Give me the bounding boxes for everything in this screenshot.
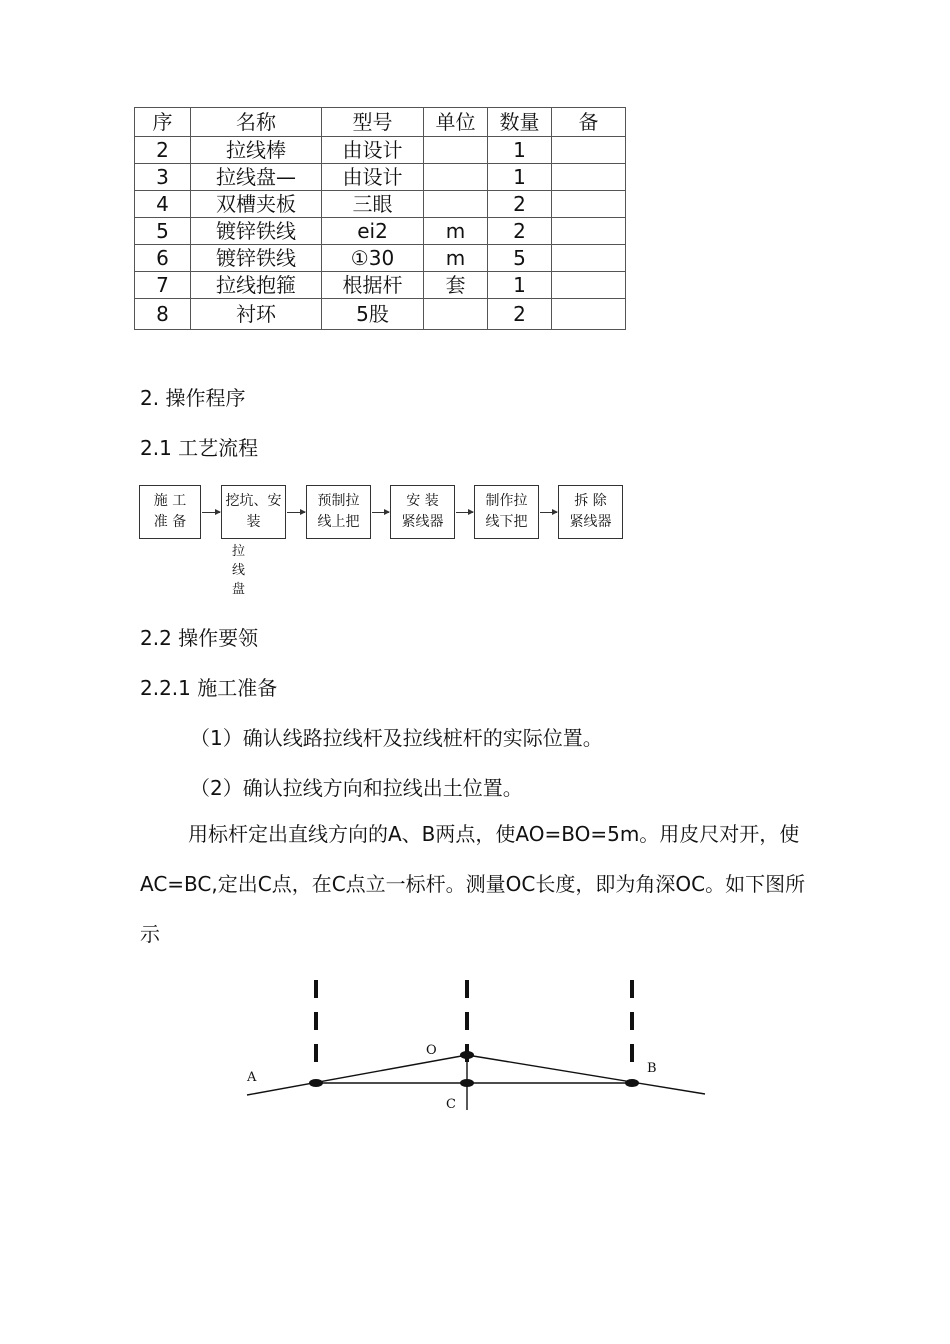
flow-step-line: 装 <box>246 514 261 530</box>
table-cell: 5 <box>135 218 191 245</box>
table-cell: 4 <box>135 191 191 218</box>
point-a <box>309 1079 323 1087</box>
flow-step-line: 准 备 <box>153 514 187 530</box>
flow-step-line: 预制拉 <box>317 493 360 509</box>
flow-step-line: 线下把 <box>485 514 528 530</box>
table-cell: 套 <box>424 272 488 299</box>
table-cell: m <box>424 245 488 272</box>
point-b <box>625 1079 639 1087</box>
header-cell: 数量 <box>488 108 552 137</box>
header-cell: 型号 <box>322 108 424 137</box>
table-cell: 1 <box>488 137 552 164</box>
table-cell: 镀锌铁线 <box>191 245 322 272</box>
flow-step-line: 拆 除 <box>574 493 607 509</box>
line-right <box>467 1055 705 1094</box>
header-cell: 备 <box>552 108 626 137</box>
subsection-heading: 2.1 工艺流程 <box>140 436 259 460</box>
flow-step-line: 制作拉 <box>485 493 528 509</box>
table-cell: 拉线抱箍 <box>191 272 322 299</box>
table-cell: m <box>424 218 488 245</box>
table-cell: ei2 <box>322 218 424 245</box>
table-cell: ①30 <box>322 245 424 272</box>
header-cell: 单位 <box>424 108 488 137</box>
point-c <box>460 1079 474 1087</box>
table-cell: 8 <box>135 299 191 330</box>
header-cell: 序 <box>135 108 191 137</box>
flow-note: 拉线盘 <box>232 544 246 597</box>
table-cell: 5股 <box>322 299 424 330</box>
list-item: （2）确认拉线方向和拉线出土位置。 <box>190 776 523 800</box>
list-item: （1）确认线路拉线杆及拉线桩杆的实际位置。 <box>190 726 603 750</box>
body-paragraph: 用标杆定出直线方向的A、B两点，使AO=BO=5m。用皮尺对开，使AC=BC,定出C点，在C点立一标杆。测量OC长度，即为角深OC。如下图所示 <box>140 822 806 946</box>
section-heading: 2. 操作程序 <box>140 386 246 410</box>
subsection-heading: 2.2 操作要领 <box>140 626 259 650</box>
flow-step-line: 紧线器 <box>401 514 444 530</box>
subsection-heading: 2.2.1 施工准备 <box>140 676 278 700</box>
table-cell: 5 <box>488 245 552 272</box>
label-c: C <box>446 1097 456 1112</box>
table-cell: 2 <box>488 299 552 330</box>
table-cell: 2 <box>488 191 552 218</box>
table-cell: 2 <box>135 137 191 164</box>
table-cell: 拉线盘— <box>191 164 322 191</box>
label-b: B <box>647 1061 657 1076</box>
table-cell: 6 <box>135 245 191 272</box>
point-o <box>460 1051 474 1059</box>
table-cell: 1 <box>488 164 552 191</box>
table-cell: 衬环 <box>191 299 322 330</box>
table-cell: 由设计 <box>322 137 424 164</box>
table-cell: 3 <box>135 164 191 191</box>
flow-step-line: 安 装 <box>406 493 439 509</box>
table-cell: 镀锌铁线 <box>191 218 322 245</box>
table-cell: 7 <box>135 272 191 299</box>
flow-step-line: 挖坑、安 <box>225 493 282 509</box>
table-cell: 由设计 <box>322 164 424 191</box>
flow-step-line: 施 工 <box>153 493 187 509</box>
line-left <box>247 1055 467 1095</box>
table-cell: 1 <box>488 272 552 299</box>
table-cell: 三眼 <box>322 191 424 218</box>
table-cell: 根据杆 <box>322 272 424 299</box>
label-a: A <box>247 1070 257 1085</box>
flow-step-line: 线上把 <box>317 514 360 530</box>
table-cell: 双槽夹板 <box>191 191 322 218</box>
table-cell: 2 <box>488 218 552 245</box>
label-o: O <box>426 1043 437 1058</box>
table-cell: 拉线棒 <box>191 137 322 164</box>
flow-step-line: 紧线器 <box>569 514 612 530</box>
header-cell: 名称 <box>191 108 322 137</box>
